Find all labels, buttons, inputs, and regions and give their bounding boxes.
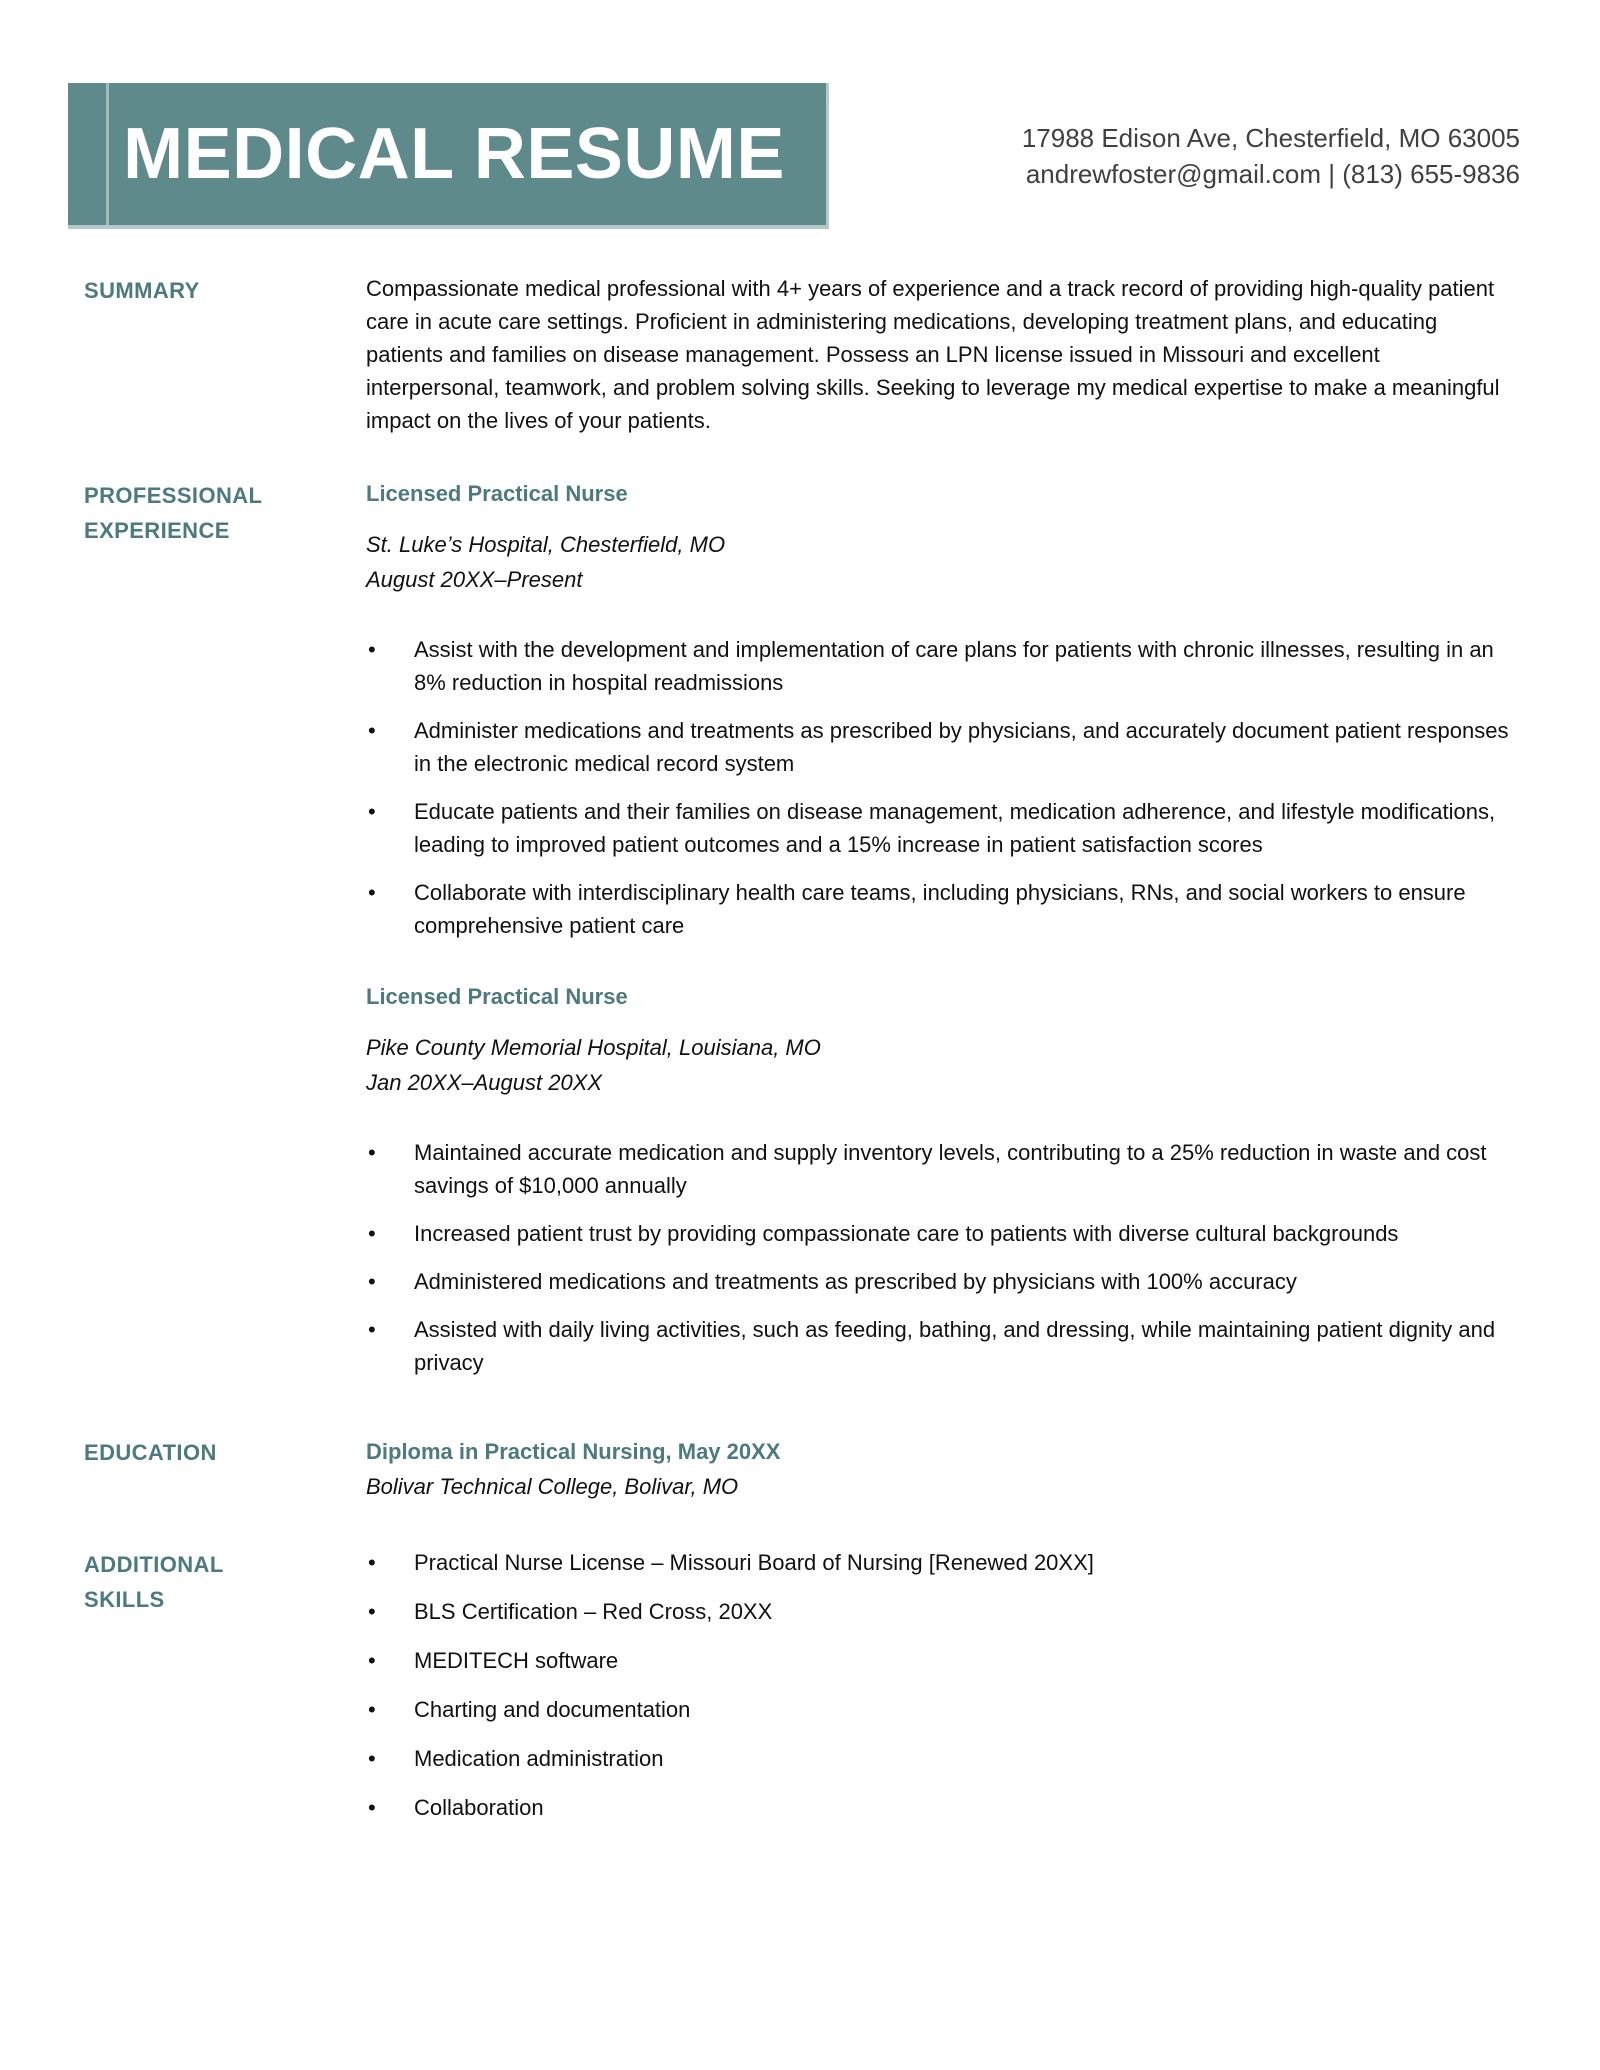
- accent-vertical-line: [106, 83, 109, 225]
- job-title: Licensed Practical Nurse: [366, 984, 628, 1009]
- education-degree: Diploma in Practical Nursing, May 20XX: [366, 1439, 781, 1464]
- summary-label: SUMMARY: [84, 278, 200, 303]
- experience-label: [84, 477, 366, 1394]
- skills-label-line2: SKILLS: [84, 1587, 165, 1612]
- section-experience: [0, 477, 1600, 1394]
- skill-item: • Practical Nurse License – Missouri Board of Nursing [Renewed 20XX]: [366, 1546, 1518, 1579]
- contact-email-phone: andrewfoster@gmail.com | (813) 655-9836: [1025, 159, 1520, 189]
- bullet-item: • Administered medications and treatments as prescribed by physicians with 100% accuracy: [366, 1265, 1518, 1298]
- job-employer: St. Luke’s Hospital, Chesterfield, MO: [366, 532, 726, 557]
- bullet-item: • Collaborate with interdisciplinary health care teams, including physicians, RNs, and social workers to ensure comprehensive patient care: [366, 876, 1518, 942]
- job-dates: August 20XX–Present: [366, 567, 583, 592]
- skill-item: • Charting and documentation: [366, 1693, 1518, 1726]
- skill-item: • BLS Certification – Red Cross, 20XX: [366, 1595, 1518, 1628]
- skills-list: [366, 1546, 1518, 1824]
- education-label: EDUCATION: [84, 1440, 217, 1465]
- job-entry: [366, 980, 1518, 1379]
- section-education: [0, 1434, 1600, 1504]
- experience-label-line2: EXPERIENCE: [84, 518, 230, 543]
- job-employer: Pike County Memorial Hospital, Louisiana, MO: [366, 1035, 821, 1060]
- job-entry: [366, 477, 1518, 942]
- contact-address: 17988 Edison Ave, Chesterfield, MO 63005: [1021, 123, 1520, 153]
- bullet-item: • Administer medications and treatments as prescribed by physicians, and accurately document patient responses in the electronic medical record system: [366, 714, 1518, 780]
- skill-item: • MEDITECH software: [366, 1644, 1518, 1677]
- contact-block: [1022, 83, 1520, 229]
- skill-item: • Medication administration: [366, 1742, 1518, 1775]
- summary-text: Compassionate medical professional with 4+ years of experience and a track record of providing high-quality patient care in acute care settings. Proficient in administering medications, developing treatment plans, and educating patients and families on disease management. Possess an LPN license issued in Missouri and excellent interpersonal, teamwork, and problem solving skills. Seeking to leverage my medical expertise to make a meaningful impact on the lives of your patients.: [366, 276, 1500, 433]
- bullet-item: • Educate patients and their families on disease management, medication adherence, and lifestyle modifications, leading to improved patient outcomes and a 15% increase in patient satisfaction scores: [366, 795, 1518, 861]
- resume-title-box: [68, 83, 829, 229]
- experience-label-line1: PROFESSIONAL: [84, 483, 263, 508]
- job-bullet-list: [366, 1136, 1518, 1379]
- bullet-item: • Assisted with daily living activities, such as feeding, bathing, and dressing, while maintaining patient dignity and privacy: [366, 1313, 1518, 1379]
- job-bullet-list: [366, 633, 1518, 942]
- bullet-item: • Maintained accurate medication and supply inventory levels, contributing to a 25% reduction in waste and cost savings of $10,000 annually: [366, 1136, 1518, 1202]
- skills-label-line1: ADDITIONAL: [84, 1552, 224, 1577]
- skills-label: [84, 1546, 366, 1840]
- skill-item: • Collaboration: [366, 1791, 1518, 1824]
- job-dates: Jan 20XX–August 20XX: [366, 1070, 603, 1095]
- resume-title: MEDICAL RESUME: [123, 114, 785, 194]
- bullet-item: • Increased patient trust by providing compassionate care to patients with diverse cultural backgrounds: [366, 1217, 1518, 1250]
- section-skills: [0, 1546, 1600, 1840]
- job-title: Licensed Practical Nurse: [366, 481, 628, 506]
- education-school: Bolivar Technical College, Bolivar, MO: [366, 1474, 739, 1499]
- header: [0, 83, 1600, 229]
- bullet-item: • Assist with the development and implementation of care plans for patients with chronic illnesses, resulting in an 8% reduction in hospital readmissions: [366, 633, 1518, 699]
- section-summary: [0, 272, 1600, 437]
